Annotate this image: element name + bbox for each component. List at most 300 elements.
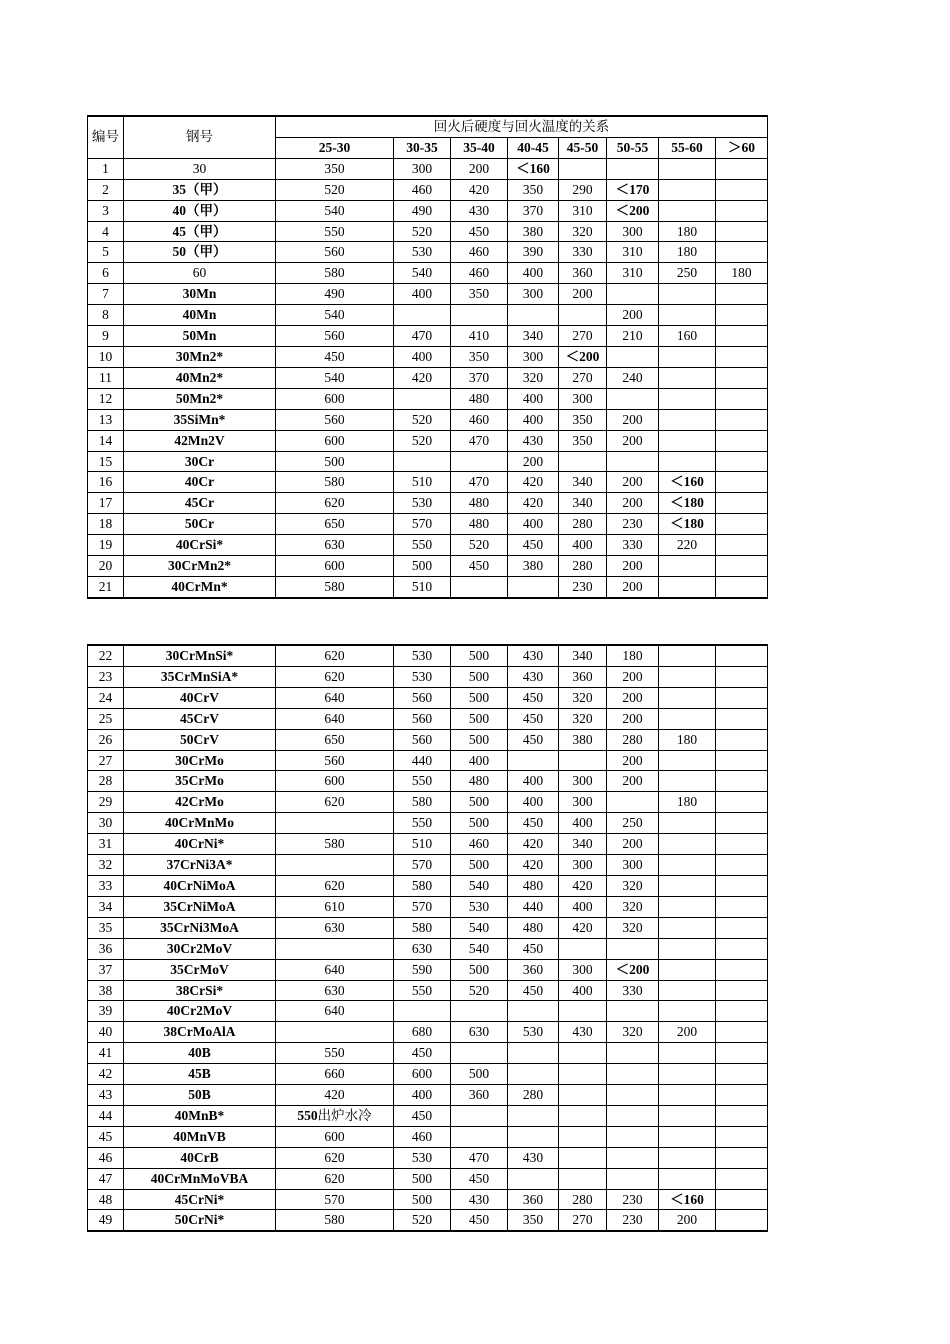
hardness-cell: 430 (508, 645, 559, 666)
table-row (88, 1043, 768, 1064)
row-number: 22 (88, 645, 124, 666)
hardness-cell (451, 1043, 508, 1064)
row-number: 38 (88, 980, 124, 1001)
hardness-cell: 580 (394, 917, 451, 938)
table-row (88, 1126, 768, 1147)
hardness-cell (659, 750, 716, 771)
hardness-cell (716, 813, 768, 834)
row-number: 20 (88, 556, 124, 577)
hardness-cell (659, 1105, 716, 1126)
hardness-cell: 420 (508, 472, 559, 493)
hardness-cell: 530 (394, 242, 451, 263)
hardness-cell: 540 (451, 938, 508, 959)
row-number: 28 (88, 771, 124, 792)
hardness-cell (716, 388, 768, 409)
hardness-cell: 180 (659, 221, 716, 242)
hardness-cell: 410 (451, 326, 508, 347)
hardness-cell: 220 (659, 535, 716, 556)
table-row (88, 346, 768, 367)
hardness-cell: 510 (394, 576, 451, 597)
hardness-cell: 300 (508, 346, 559, 367)
hardness-cell (716, 493, 768, 514)
row-number: 13 (88, 409, 124, 430)
hardness-cell: 510 (394, 834, 451, 855)
row-number: 42 (88, 1064, 124, 1085)
steel-grade: 40CrV (124, 687, 276, 708)
hardness-cell (716, 367, 768, 388)
hardness-cell: ＜160 (659, 472, 716, 493)
hardness-cell: 400 (559, 535, 607, 556)
hardness-cell (716, 875, 768, 896)
hardness-cell (607, 451, 659, 472)
steel-grade: 45Cr (124, 493, 276, 514)
hardness-cell: 580 (276, 472, 394, 493)
row-number: 47 (88, 1168, 124, 1189)
hardness-cell: 500 (276, 451, 394, 472)
steel-grade: 42CrMo (124, 792, 276, 813)
hardness-cell: ＜160 (659, 1189, 716, 1210)
hardness-cell: 590 (394, 959, 451, 980)
hardness-cell (716, 1001, 768, 1022)
hardness-cell (659, 1168, 716, 1189)
table-row (88, 263, 768, 284)
hardness-table-part-2 (87, 644, 768, 1232)
hardness-cell (508, 1064, 559, 1085)
hardness-cell (716, 158, 768, 179)
hardness-cell (716, 1085, 768, 1106)
table-row (88, 1064, 768, 1085)
hardness-cell: 430 (508, 430, 559, 451)
hardness-cell: 450 (508, 535, 559, 556)
hardness-cell (607, 1105, 659, 1126)
hardness-cell: 340 (559, 472, 607, 493)
row-number: 24 (88, 687, 124, 708)
hardness-cell: 350 (451, 284, 508, 305)
hardness-cell: 280 (607, 729, 659, 750)
row-number: 43 (88, 1085, 124, 1106)
hardness-cell: 450 (451, 1168, 508, 1189)
table-row (88, 409, 768, 430)
hardness-cell: 380 (559, 729, 607, 750)
hardness-cell: 400 (508, 771, 559, 792)
hardness-cell (716, 535, 768, 556)
hardness-cell: 520 (394, 1210, 451, 1231)
hardness-cell (559, 1126, 607, 1147)
hardness-cell: 640 (276, 708, 394, 729)
hardness-cell: 470 (451, 1147, 508, 1168)
hardness-cell: 600 (394, 1064, 451, 1085)
steel-grade: 40CrMnMo (124, 813, 276, 834)
hardness-cell (559, 1168, 607, 1189)
row-number: 14 (88, 430, 124, 451)
hardness-cell: 330 (607, 535, 659, 556)
hardness-cell: 580 (276, 576, 394, 597)
hardness-cell (716, 305, 768, 326)
hardness-cell: 500 (451, 1064, 508, 1085)
hardness-cell: 570 (394, 855, 451, 876)
hardness-cell: 450 (451, 556, 508, 577)
steel-grade: 40Mn2* (124, 367, 276, 388)
hardness-cell: 600 (276, 388, 394, 409)
hardness-cell: 620 (276, 666, 394, 687)
table-row (88, 1105, 768, 1126)
hardness-cell: 440 (508, 896, 559, 917)
hardness-cell (716, 221, 768, 242)
table-row (88, 666, 768, 687)
hardness-cell: 540 (451, 917, 508, 938)
hardness-cell: 460 (451, 242, 508, 263)
hardness-cell: 580 (276, 263, 394, 284)
hardness-cell: 460 (451, 409, 508, 430)
hardness-cell (659, 200, 716, 221)
hardness-cell (716, 750, 768, 771)
hardness-cell (508, 750, 559, 771)
hardness-cell: 500 (451, 645, 508, 666)
hardness-cell (451, 1105, 508, 1126)
hardness-cell (716, 980, 768, 1001)
row-number: 33 (88, 875, 124, 896)
hardness-cell: 560 (394, 729, 451, 750)
hardness-cell: 450 (508, 938, 559, 959)
hardness-cell: 480 (451, 514, 508, 535)
hardness-cell (659, 938, 716, 959)
hardness-cell: 320 (607, 1022, 659, 1043)
hardness-cell: 280 (559, 556, 607, 577)
hardness-cell: 350 (559, 430, 607, 451)
steel-grade: 40CrSi* (124, 535, 276, 556)
hardness-cell: 500 (451, 855, 508, 876)
steel-grade: 45（甲） (124, 221, 276, 242)
hardness-cell (716, 242, 768, 263)
hardness-cell: 400 (508, 792, 559, 813)
hardness-cell (607, 1064, 659, 1085)
hardness-cell (716, 1147, 768, 1168)
hardness-cell: 450 (276, 346, 394, 367)
hardness-cell (659, 305, 716, 326)
hardness-cell (716, 792, 768, 813)
hardness-cell (716, 430, 768, 451)
hardness-cell: 540 (276, 305, 394, 326)
hardness-cell: 200 (607, 493, 659, 514)
hardness-cell: 420 (508, 493, 559, 514)
steel-grade: 50Mn (124, 326, 276, 347)
hardness-cell: 310 (607, 242, 659, 263)
steel-grade: 38CrMoAlA (124, 1022, 276, 1043)
steel-grade: 50CrNi* (124, 1210, 276, 1231)
hardness-cell: 430 (451, 200, 508, 221)
hardness-cell: 620 (276, 792, 394, 813)
row-number: 35 (88, 917, 124, 938)
hardness-cell: 640 (276, 687, 394, 708)
hardness-cell: 290 (559, 179, 607, 200)
hardness-cell: 200 (607, 576, 659, 597)
hardness-cell: 180 (659, 242, 716, 263)
range-header: 40-45 (508, 137, 559, 158)
hardness-cell: 450 (451, 1210, 508, 1231)
hardness-cell: ＜200 (607, 200, 659, 221)
table-row (88, 179, 768, 200)
table-row (88, 750, 768, 771)
row-number: 26 (88, 729, 124, 750)
table-row (88, 284, 768, 305)
hardness-cell: 200 (607, 687, 659, 708)
row-number: 32 (88, 855, 124, 876)
row-number: 9 (88, 326, 124, 347)
hardness-cell: 210 (607, 326, 659, 347)
hardness-cell (607, 1085, 659, 1106)
range-header: 35-40 (451, 137, 508, 158)
hardness-cell: 160 (659, 326, 716, 347)
hardness-cell: 300 (559, 771, 607, 792)
range-header: 25-30 (276, 137, 394, 158)
steel-grade: 35SiMn* (124, 409, 276, 430)
table-row (88, 1085, 768, 1106)
hardness-cell: 180 (659, 792, 716, 813)
table-row (88, 813, 768, 834)
hardness-cell: 580 (276, 834, 394, 855)
row-number: 3 (88, 200, 124, 221)
hardness-cell (394, 1001, 451, 1022)
hardness-cell (659, 645, 716, 666)
hardness-cell: 500 (451, 687, 508, 708)
hardness-cell: 530 (394, 645, 451, 666)
note-text: 出炉水冷 (317, 1107, 372, 1123)
steel-grade: 35CrMo (124, 771, 276, 792)
hardness-cell (559, 1043, 607, 1064)
hardness-cell: 230 (607, 514, 659, 535)
hardness-cell: 540 (394, 263, 451, 284)
steel-grade: 42Mn2V (124, 430, 276, 451)
hardness-cell: 660 (276, 1064, 394, 1085)
steel-grade: 30Cr (124, 451, 276, 472)
hardness-cell: 500 (394, 1168, 451, 1189)
hardness-cell: 480 (451, 388, 508, 409)
hardness-cell: 280 (559, 514, 607, 535)
hardness-cell: 630 (451, 1022, 508, 1043)
hardness-cell: 360 (451, 1085, 508, 1106)
hardness-cell: 530 (394, 1147, 451, 1168)
hardness-cell: 180 (716, 263, 768, 284)
hardness-cell (659, 409, 716, 430)
hardness-cell (659, 896, 716, 917)
hardness-cell (659, 179, 716, 200)
hardness-cell (716, 1168, 768, 1189)
hardness-cell: 230 (607, 1210, 659, 1231)
hardness-cell: 200 (607, 305, 659, 326)
hardness-cell (716, 938, 768, 959)
hardness-cell: 560 (276, 750, 394, 771)
hardness-cell (716, 472, 768, 493)
hardness-cell (607, 792, 659, 813)
hardness-cell (659, 1043, 716, 1064)
steel-grade-header: 钢号 (124, 116, 276, 158)
hardness-cell: 340 (508, 326, 559, 347)
steel-grade: 40CrB (124, 1147, 276, 1168)
hardness-cell (659, 284, 716, 305)
hardness-cell (607, 284, 659, 305)
hardness-cell: 520 (394, 409, 451, 430)
hardness-cell: 300 (559, 388, 607, 409)
hardness-cell (716, 346, 768, 367)
hardness-cell: 350 (559, 409, 607, 430)
hardness-cell (559, 1147, 607, 1168)
table-row (88, 1189, 768, 1210)
hardness-cell: 330 (559, 242, 607, 263)
hardness-cell: 500 (451, 666, 508, 687)
row-number: 39 (88, 1001, 124, 1022)
hardness-cell (607, 1147, 659, 1168)
table-row (88, 896, 768, 917)
hardness-cell: 520 (394, 221, 451, 242)
hardness-cell: 460 (394, 1126, 451, 1147)
hardness-cell (659, 1126, 716, 1147)
hardness-cell (659, 451, 716, 472)
hardness-cell (716, 959, 768, 980)
hardness-cell (716, 855, 768, 876)
hardness-cell: 420 (559, 875, 607, 896)
hardness-cell: 230 (559, 576, 607, 597)
steel-grade: 40CrNiMoA (124, 875, 276, 896)
steel-grade: 35（甲） (124, 179, 276, 200)
hardness-cell (716, 1064, 768, 1085)
steel-grade: 45CrV (124, 708, 276, 729)
hardness-cell: 450 (451, 221, 508, 242)
row-number: 7 (88, 284, 124, 305)
hardness-cell: 200 (607, 409, 659, 430)
hardness-cell: 350 (508, 1210, 559, 1231)
row-number: 1 (88, 158, 124, 179)
hardness-cell: 460 (451, 834, 508, 855)
steel-grade: 37CrNi3A* (124, 855, 276, 876)
table-row (88, 221, 768, 242)
hardness-cell: 550 (394, 813, 451, 834)
row-number: 36 (88, 938, 124, 959)
hardness-cell: 360 (559, 666, 607, 687)
hardness-cell (659, 917, 716, 938)
hardness-cell (508, 1126, 559, 1147)
hardness-cell: 600 (276, 556, 394, 577)
steel-grade: 35CrNiMoA (124, 896, 276, 917)
steel-grade: 50B (124, 1085, 276, 1106)
hardness-cell (394, 305, 451, 326)
hardness-cell: 270 (559, 367, 607, 388)
table-row (88, 576, 768, 597)
hardness-cell: 400 (508, 388, 559, 409)
table-row (88, 242, 768, 263)
hardness-cell: 640 (276, 959, 394, 980)
hardness-cell (716, 556, 768, 577)
hardness-cell: 400 (394, 346, 451, 367)
hardness-cell: 400 (559, 813, 607, 834)
hardness-cell (659, 556, 716, 577)
table-row (88, 938, 768, 959)
hardness-cell (559, 451, 607, 472)
row-number: 15 (88, 451, 124, 472)
hardness-cell: 550 (394, 980, 451, 1001)
table-row (88, 451, 768, 472)
hardness-cell: 570 (394, 514, 451, 535)
hardness-cell: 270 (559, 1210, 607, 1231)
hardness-cell (276, 813, 394, 834)
hardness-cell: 300 (394, 158, 451, 179)
hardness-cell: 340 (559, 493, 607, 514)
hardness-cell: 640 (276, 1001, 394, 1022)
hardness-cell: 480 (508, 875, 559, 896)
table-row (88, 493, 768, 514)
hardness-cell: 430 (508, 666, 559, 687)
hardness-cell: 500 (451, 708, 508, 729)
row-number: 16 (88, 472, 124, 493)
hardness-cell: 620 (276, 493, 394, 514)
hardness-cell (716, 1105, 768, 1126)
hardness-cell (716, 834, 768, 855)
steel-grade: 40（甲） (124, 200, 276, 221)
hardness-cell: 580 (394, 792, 451, 813)
hardness-cell: 480 (508, 917, 559, 938)
steel-grade: 45CrNi* (124, 1189, 276, 1210)
hardness-cell: 520 (451, 980, 508, 1001)
range-header: 55-60 (659, 137, 716, 158)
hardness-cell: 200 (559, 284, 607, 305)
hardness-cell: ＜200 (559, 346, 607, 367)
hardness-cell: 400 (559, 896, 607, 917)
table-row (88, 556, 768, 577)
hardness-cell (716, 645, 768, 666)
hardness-cell (659, 771, 716, 792)
steel-grade: 60 (124, 263, 276, 284)
hardness-cell: 480 (451, 493, 508, 514)
note-temperature: 550 (297, 1107, 318, 1123)
hardness-cell (659, 875, 716, 896)
hardness-cell (659, 576, 716, 597)
row-number: 17 (88, 493, 124, 514)
hardness-cell: 380 (508, 221, 559, 242)
hardness-cell (659, 1064, 716, 1085)
table-row (88, 645, 768, 666)
hardness-cell (276, 855, 394, 876)
hardness-cell: 400 (394, 284, 451, 305)
row-number: 45 (88, 1126, 124, 1147)
hardness-cell: 280 (508, 1085, 559, 1106)
hardness-cell (716, 896, 768, 917)
hardness-cell: 580 (276, 1210, 394, 1231)
steel-grade: 35CrMnSiA* (124, 666, 276, 687)
hardness-cell (659, 388, 716, 409)
hardness-cell: 200 (607, 666, 659, 687)
row-number: 25 (88, 708, 124, 729)
table-row (88, 158, 768, 179)
hardness-cell: 560 (394, 687, 451, 708)
hardness-cell: 490 (394, 200, 451, 221)
hardness-cell: 350 (276, 158, 394, 179)
hardness-cell (716, 576, 768, 597)
hardness-cell: 480 (451, 771, 508, 792)
hardness-cell: 500 (451, 729, 508, 750)
table-row (88, 792, 768, 813)
steel-grade: 30CrMnSi* (124, 645, 276, 666)
hardness-cell: 270 (559, 326, 607, 347)
hardness-cell: 250 (607, 813, 659, 834)
hardness-cell: 200 (607, 750, 659, 771)
table-row (88, 388, 768, 409)
table-row (88, 687, 768, 708)
hardness-cell: ＜160 (508, 158, 559, 179)
table-row (88, 959, 768, 980)
hardness-cell: 200 (607, 556, 659, 577)
row-number: 48 (88, 1189, 124, 1210)
steel-grade: 40CrMn* (124, 576, 276, 597)
hardness-cell: 360 (559, 263, 607, 284)
